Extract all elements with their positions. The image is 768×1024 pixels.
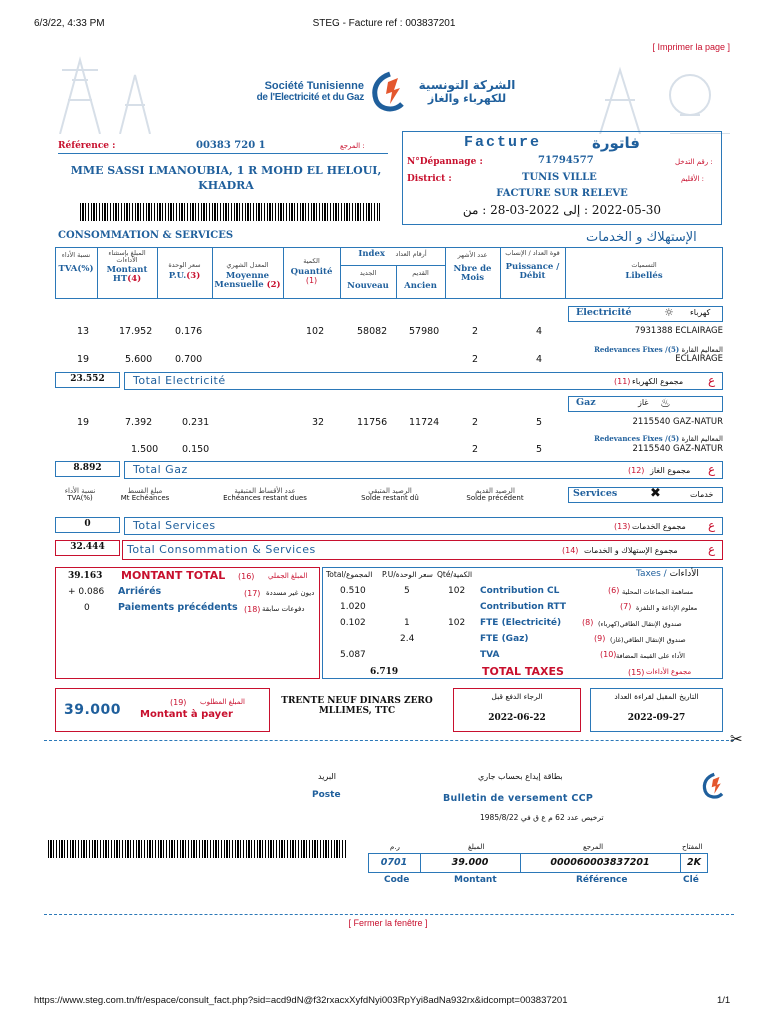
total-electricite-ref: (11) — [614, 377, 631, 386]
header-montant — [97, 250, 157, 283]
tax-label-ar: مساهمة الجماعات المحلية — [622, 588, 694, 596]
company-name-fr-line1: Société Tunisienne — [264, 80, 364, 92]
header-quantite-ref: (1) — [305, 275, 318, 285]
tax-label: TVA — [480, 650, 500, 660]
services-col-tva-fr: TVA(%) — [67, 494, 93, 503]
consumption-title-ar: الإستهلاك و الخدمات — [586, 230, 697, 245]
cell-nouveau: 58082 — [357, 326, 388, 337]
header-montant-ref: (4) — [127, 273, 142, 284]
taxes-total-ref: (15) — [628, 668, 645, 677]
company-name-ar-line2: للكهرباء والغاز — [427, 92, 507, 105]
tax-qte: 102 — [448, 586, 466, 596]
header-pu-fr — [157, 272, 212, 281]
gaz-label-ar: غاز — [638, 398, 649, 407]
bulletin-header-cle-ar: المفتاح — [682, 843, 703, 851]
services-col-echeance-fr: Mt Echéances — [120, 494, 170, 503]
depannage-label: N°Dépannage : — [407, 157, 483, 167]
print-page-link[interactable]: [ Imprimer la page ] — [652, 42, 730, 52]
tax-row — [326, 650, 721, 664]
total-services-label-fr: Total Services — [133, 519, 216, 532]
services-col-echeance-ar: مبلغ القسط — [127, 487, 163, 495]
montant-total-box — [55, 567, 320, 679]
header-nouveau-fr: Nouveau — [347, 280, 389, 291]
depannage-label-ar: رقم التدخل : — [675, 158, 713, 166]
tax-label-ar: معلوم الإذاعة و التلفزة — [636, 604, 698, 612]
poste-label-fr: Poste — [312, 790, 341, 800]
header-index — [340, 250, 445, 259]
header-moyenne-fr-text: Moyenne Mensuelle — [214, 270, 270, 290]
bulletin-reference: 000060003837201 — [550, 857, 650, 868]
tax-label: FTE (Electricité) — [480, 618, 562, 628]
print-page-title: STEG - Facture ref : 003837201 — [312, 18, 456, 29]
taxes-header-qte: Qté/الكمية — [437, 570, 473, 579]
company-name-fr — [254, 80, 364, 103]
header-montant-ar: المبلغ بإستثناء الأداءات — [108, 249, 146, 264]
arrieres-label-ar: ديون غير مسددة — [266, 589, 315, 597]
tax-row — [326, 634, 721, 648]
depannage-value: 71794577 — [538, 155, 594, 166]
cell-montant: 17.952 — [119, 326, 153, 337]
grand-total-label-ar: مجموع الإستهلاك و الخدمات — [584, 546, 678, 555]
cell-ancien: 57980 — [409, 326, 440, 337]
header-nouveau-ar: الجديد — [359, 269, 377, 277]
total-services-ref: (13) — [614, 522, 631, 531]
due-date-value: 2022-06-22 — [488, 713, 546, 723]
cell-pu: 0.700 — [175, 354, 203, 365]
paiements-value: 0 — [84, 603, 90, 613]
bulb-icon: ☼ — [664, 306, 674, 319]
bulletin-title-fr: Bulletin de versement CCP — [443, 793, 594, 804]
tax-ref: (9) — [594, 634, 606, 643]
tax-total: 0.102 — [340, 618, 366, 628]
gaz-row-2 — [55, 444, 723, 458]
tax-ref: (7) — [620, 602, 632, 611]
header-libelles — [565, 262, 723, 281]
header-pu — [157, 262, 212, 281]
redevances-label-ar: المعاليم القارة — [681, 435, 723, 443]
cell-ancien: 11724 — [409, 417, 440, 428]
cell-pu: 0.231 — [182, 417, 210, 428]
header-puissance-fr: Puissance / Débit — [505, 261, 560, 281]
cell-quantite: 102 — [306, 326, 325, 337]
cell-libelle: 7931388 ECLAIRAGE — [634, 326, 723, 336]
customer-barcode — [80, 203, 380, 221]
company-name-ar — [412, 78, 522, 105]
header-moyenne-ar: المعدل الشهري — [226, 261, 269, 269]
header-mois-fr: Nbre de Mois — [453, 263, 492, 283]
cell-pu: 0.150 — [182, 444, 210, 455]
cell-puissance: 5 — [536, 417, 543, 428]
steg-small-logo-icon: ﻉ — [708, 518, 716, 532]
consumption-title-fr: CONSOMMATION & SERVICES — [58, 230, 234, 241]
taxes-total-value: 6.719 — [370, 667, 399, 677]
total-gaz-label-ar: مجموع الغاز — [650, 466, 691, 475]
paiements-label: Paiements précédents — [118, 602, 238, 613]
reference-label-ar: المرجع : — [340, 142, 365, 150]
bulletin-cle: 2K — [687, 857, 701, 868]
header-pu-ref: (3) — [186, 270, 201, 281]
header-quantite-ar: الكمية — [303, 257, 320, 265]
redevances-label-fr: Redevances Fixes /(5) — [594, 434, 680, 443]
taxes-title — [636, 569, 699, 579]
scissors-icon: ✂ — [730, 730, 743, 748]
header-libelles-ar: التسميات — [631, 261, 657, 269]
bulletin-title-ar: بطاقة إيداع بحساب جاري — [478, 772, 563, 781]
cell-tva: 13 — [77, 326, 90, 337]
cell-montant: 7.392 — [125, 417, 153, 428]
cell-puissance: 5 — [536, 444, 543, 455]
redevances-label-ar: المعاليم القارة — [681, 346, 723, 354]
tax-qte: 102 — [448, 618, 466, 628]
invoice-title-fr: Facture — [464, 134, 542, 151]
tax-row — [326, 618, 721, 632]
poste-label-ar: البريد — [318, 772, 336, 781]
gaz-redevances-label — [560, 434, 723, 443]
header-moyenne-fr — [212, 272, 283, 290]
taxes-header-total: Total/المجموع — [326, 570, 373, 579]
bulletin-label-cle: Clé — [683, 875, 699, 885]
bulletin-labels-fr — [368, 875, 708, 887]
cell-pu: 0.176 — [175, 326, 203, 337]
tax-label: FTE (Gaz) — [480, 634, 529, 644]
tax-ref: (6) — [608, 586, 620, 595]
paiements-label-ar: دفوعات سابقة — [262, 605, 305, 613]
header-puissance-ar: قوة العداد / الإنساب — [505, 249, 560, 257]
customer-address-line1: MME SASSI LMANOUBIA, 1 R MOHD EL HELOUI, — [70, 164, 382, 177]
arrieres-value: + 0.086 — [68, 587, 105, 597]
header-ancien-fr: Ancien — [404, 280, 437, 291]
services-col-tva — [55, 488, 105, 503]
tax-label: Contribution CL — [480, 586, 560, 596]
district-label: District : — [407, 174, 452, 184]
montant-payer-label-fr: Montant à payer — [140, 709, 233, 720]
tax-label-ar: الأداء على القيمة المضافة — [616, 652, 685, 660]
electricite-label-fr: Electricité — [576, 307, 632, 318]
header-quantite-fr: Quantité — [290, 266, 333, 277]
services-label-ar: خدمات — [690, 490, 714, 499]
flame-icon: ♨ — [660, 396, 671, 410]
total-gaz-ref: (12) — [628, 466, 645, 475]
header-mois — [445, 252, 500, 283]
cell-quantite: 32 — [312, 417, 325, 428]
company-name-ar-line1: الشركة التونسية — [418, 78, 516, 92]
bulletin-code: 0701 — [380, 857, 408, 868]
invoice-period: 2022-05-30 : إلى 2022-03-28 : من — [462, 203, 662, 217]
total-electricite-value: 23.552 — [70, 374, 105, 384]
gaz-row-1 — [55, 417, 723, 431]
header-moyenne — [212, 262, 283, 290]
redevances-label-fr: Redevances Fixes /(5) — [594, 345, 680, 354]
header-tva — [55, 252, 97, 274]
header-libelles-fr: Libellés — [625, 270, 663, 281]
header-index-ar: أرقام العداد — [395, 250, 427, 258]
district-value: TUNIS VILLE — [522, 172, 597, 183]
services-col-solde-ar: الرصيد المتبقي — [368, 487, 412, 495]
tax-row — [326, 602, 721, 616]
tools-icon: ✖ — [650, 486, 661, 501]
total-electricite-label-ar: مجموع الكهرباء — [632, 377, 684, 386]
taxes-title-fr: Taxes / — [636, 569, 667, 579]
electricite-row-1 — [55, 326, 723, 340]
steg-logo-icon — [368, 70, 408, 114]
tax-pu: 5 — [404, 586, 410, 596]
tax-pu: 1 — [404, 618, 410, 628]
header-index-fr: Index — [358, 249, 385, 259]
electricite-label-ar: كهرباء — [690, 308, 711, 317]
total-electricite-label-fr: Total Electricité — [133, 374, 226, 387]
arrieres-label: Arriérés — [118, 586, 162, 597]
header-pu-fr-text: P.U. — [168, 270, 187, 281]
cell-puissance: 4 — [536, 354, 543, 365]
header-mois-ar: عدد الأشهر — [457, 251, 488, 259]
cell-mois: 2 — [472, 354, 479, 365]
services-col-tva-ar: نسبة الأداء — [64, 487, 96, 495]
services-col-restant-ar: عدد الأقساط المتبقية — [234, 487, 296, 495]
print-url: https://www.steg.com.tn/fr/espace/consult_fact.php?sid=acd9dN@f32rxacxXyfdNyi003RpYyi8adNa932rx&idcompt=003837201 — [34, 995, 568, 1006]
bulletin-label-montant: Montant — [454, 875, 497, 885]
cell-tva: 19 — [77, 354, 90, 365]
electricite-redevances-label — [560, 345, 723, 354]
services-col-precedent — [450, 488, 540, 503]
cell-libelle: 2115540 GAZ-NATUR — [632, 417, 723, 427]
header-quantite — [283, 258, 340, 285]
print-timestamp: 6/3/22, 4:33 PM — [34, 18, 105, 29]
electricite-row-2 — [55, 354, 723, 368]
customer-address-line2: KHADRA — [198, 179, 254, 192]
header-montant-fr — [97, 266, 157, 284]
services-col-solde — [345, 488, 435, 503]
bulletin-label-code: Code — [384, 875, 410, 885]
tax-label: Contribution RTT — [480, 602, 566, 612]
header-moyenne-ref: (2) — [266, 279, 281, 290]
total-services-value: 0 — [84, 519, 91, 529]
total-services-label-ar: مجموع الخدمات — [632, 522, 686, 531]
invoice-title-ar: فاتورة — [592, 134, 640, 152]
bulletin-label-reference: Référence — [576, 875, 628, 885]
cell-nouveau: 11756 — [357, 417, 388, 428]
header-ancien — [396, 270, 445, 291]
reference-label: Référence : — [58, 141, 116, 151]
header-tva-ar: نسبة الأداء — [61, 251, 91, 259]
header-puissance — [500, 250, 565, 281]
bulletin-header-code-ar: ر.م — [390, 843, 400, 851]
bulletin-bottom-line — [44, 914, 734, 915]
services-col-echeance — [115, 488, 175, 503]
tax-total: 0.510 — [340, 586, 366, 596]
montant-total-ref: (16) — [238, 572, 255, 581]
steg-small-logo-icon: ﻉ — [708, 462, 716, 476]
company-name-fr-line2: de l'Electricité et du Gaz — [256, 92, 364, 103]
taxes-total-label: TOTAL TAXES — [482, 665, 564, 678]
tax-ref: (8) — [582, 618, 594, 627]
services-col-precedent-fr: Solde précédent — [466, 494, 524, 503]
services-header-row — [55, 488, 555, 508]
taxes-header-pu: P.U/سعر الوحدة — [382, 570, 433, 579]
tax-pu: 2.4 — [400, 634, 415, 644]
cell-mois: 2 — [472, 444, 479, 455]
steg-small-logo-icon: ﻉ — [708, 373, 716, 387]
montant-total-label: MONTANT TOTAL — [121, 569, 226, 582]
taxes-title-ar: الأداءات — [669, 569, 699, 579]
header-montant-fr-text: Montant HT — [106, 264, 148, 284]
invoice-type: FACTURE SUR RELEVE — [496, 188, 628, 199]
cell-mois: 2 — [472, 417, 479, 428]
header-tva-fr: TVA(%) — [58, 263, 94, 274]
tax-total: 5.087 — [340, 650, 366, 660]
services-col-precedent-ar: الرصيد القديم — [475, 487, 515, 495]
close-window-link[interactable]: [ Fermer la fenêtre ] — [348, 918, 428, 928]
header-ancien-ar: القديم — [412, 269, 429, 277]
montant-total-label-ar: المبلغ الجملي — [268, 572, 308, 580]
montant-payer-ref: (19) — [170, 698, 187, 707]
services-col-solde-fr: Solde restant dû — [361, 494, 419, 503]
cell-libelle: ECLAIRAGE — [675, 354, 723, 364]
grand-total-ref: (14) — [562, 546, 579, 555]
total-gaz-label-fr: Total Gaz — [133, 463, 188, 476]
grand-total-label-fr: Total Consommation & Services — [127, 543, 316, 556]
header-divider — [340, 265, 445, 266]
bulletin-barcode — [48, 840, 346, 858]
montant-payer-label-ar: المبلغ المطلوب — [200, 698, 245, 706]
grand-total-value: 32.444 — [70, 542, 105, 552]
next-reading-value: 2022-09-27 — [627, 713, 686, 723]
bulletin-header-montant-ar: المبلغ — [468, 843, 485, 851]
tax-ref: (10) — [600, 650, 617, 659]
tax-row — [326, 586, 721, 600]
total-gaz-value: 8.892 — [73, 463, 102, 473]
cell-mois: 2 — [472, 326, 479, 337]
cut-line — [44, 740, 734, 741]
taxes-total-label-ar: مجموع الأداءات — [646, 668, 692, 676]
cell-tva: 19 — [77, 417, 90, 428]
arrieres-ref: (17) — [244, 589, 261, 598]
district-label-ar: الأقليم : — [681, 175, 704, 183]
tax-label-ar: صندوق الإنتقال الطاقي(غاز) — [610, 636, 686, 644]
paiements-ref: (18) — [244, 605, 261, 614]
services-col-restant-fr: Echéances restant dues — [223, 494, 307, 503]
tax-label-ar: صندوق الإنتقال الطاقي(كهرباء) — [598, 620, 682, 628]
services-col-restant — [195, 488, 335, 503]
header-pu-ar: سعر الوحدة — [168, 261, 201, 269]
reference-value: 00383 720 1 — [196, 140, 266, 151]
cell-montant: 1.500 — [131, 444, 159, 455]
tax-total: 1.020 — [340, 602, 366, 612]
services-label-fr: Services — [573, 488, 618, 499]
cell-puissance: 4 — [536, 326, 543, 337]
steg-logo-icon — [700, 771, 726, 801]
cell-montant: 5.600 — [125, 354, 153, 365]
bulletin-authorization: ترخيص عدد 62 م ع ق في 1985/8/22 — [480, 813, 604, 822]
header-nouveau — [340, 270, 396, 291]
montant-payer-value: 39.000 — [64, 702, 122, 718]
next-reading-label-ar: التاريخ المقبل لقراءة العداد — [614, 692, 699, 701]
due-date-label-ar: الرجاء الدفع قبل — [491, 692, 543, 701]
gaz-label-fr: Gaz — [576, 397, 596, 408]
reference-underline — [58, 153, 388, 154]
montant-total-value: 39.163 — [68, 571, 103, 581]
amount-in-words: TRENTE NEUF DINARS ZERO MLLIMES, TTC — [281, 696, 433, 716]
steg-small-logo-icon: ﻉ — [708, 542, 716, 556]
bulletin-montant: 39.000 — [451, 857, 489, 868]
cell-libelle: 2115540 GAZ-NATUR — [632, 444, 723, 454]
bulletin-header-reference-ar: المرجع — [583, 843, 604, 851]
print-page-count: 1/1 — [717, 995, 731, 1006]
